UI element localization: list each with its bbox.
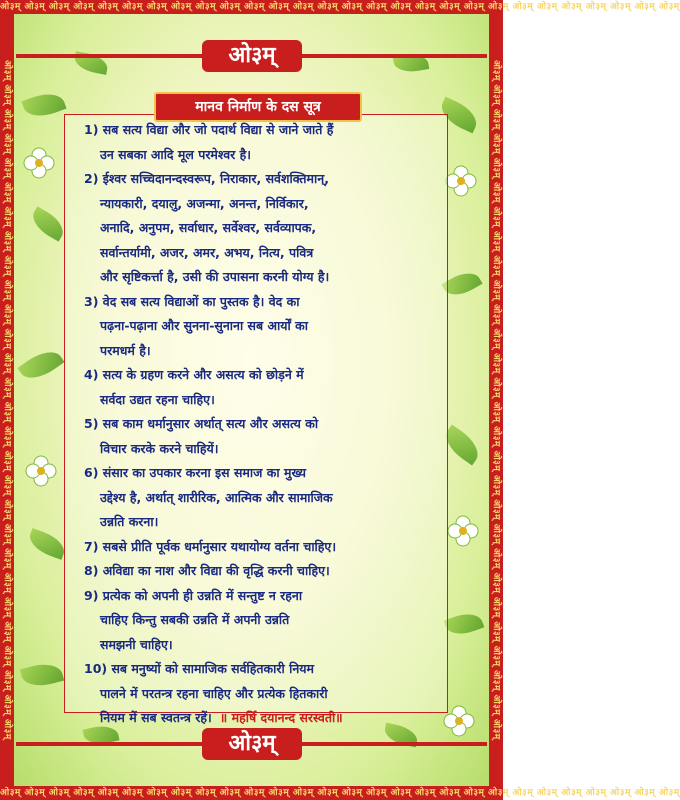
sutra-item: [84, 461, 432, 535]
sutra-line: सर्वान्तर्यामी, अजर, अमर, अभय, नित्य, पवित्र: [100, 244, 314, 260]
sutra-line: 7) सबसे प्रीति पूर्वक धर्मानुसार यथायोग्य वर्तना चाहिए।: [84, 538, 337, 554]
leaf-icon: [20, 659, 64, 691]
page-title: मानव निर्माण के दस सूत्र: [154, 92, 362, 122]
flower-icon: [22, 146, 56, 180]
sutra-line: विचार करके करने चाहियें।: [100, 440, 219, 456]
sutra-line: 6) संसार का उपकार करना इस समाज का मुख्य: [84, 465, 307, 480]
sutra-item: [84, 584, 432, 658]
sutra-item: [84, 535, 432, 560]
flower-icon: [444, 164, 478, 198]
sutra-line: नियम में सब स्वतन्त्र रहें।: [100, 710, 212, 725]
sutra-line: 10) सब मनुष्यों को सामाजिक सर्वहितकारी नियम: [84, 661, 314, 676]
sutra-item: [84, 167, 432, 290]
signature: ॥ महर्षि दयानन्द सरस्वती॥: [219, 710, 343, 725]
sutra-line: चाहिए किन्तु सबकी उन्नति में अपनी उन्नति: [100, 612, 290, 627]
sutra-list: [84, 118, 432, 731]
sutra-line: न्यायकारी, दयालु, अजन्मा, अनन्त, निर्विकार,: [100, 195, 309, 211]
flower-icon: [24, 454, 58, 488]
sutra-line: 2) ईश्वर सच्चिदानन्दस्वरूप, निराकार, सर्वशक्तिमान्,: [84, 171, 329, 186]
leaf-icon: [17, 344, 64, 386]
om-header: ओ३म्: [202, 40, 302, 72]
sutra-line: पालने में परतन्त्र रहना चाहिए और प्रत्येक हितकारी: [100, 685, 328, 701]
sutra-line: 4) सत्य के ग्रहण करने और असत्य को छोड़ने में: [84, 367, 304, 382]
flower-icon: [446, 514, 480, 548]
border-strip-bottom: ओ३म् ओ३म् ओ३म् ओ३म् ओ३म् ओ३म् ओ३म् ओ३म् ओ३म् ओ३म् ओ३म् ओ३म् ओ३म् ओ३म् ओ३म् ओ३म् ओ३म् ओ३म् ओ३म् ओ३म् ओ३म् ओ३म् ओ३म् ओ३म् ओ३म् ओ३म् ओ३म् ओ३म्: [0, 788, 680, 798]
sutra-line: 9) प्रत्येक को अपनी ही उन्नति में सन्तुष्ट न रहना: [84, 587, 303, 603]
sutra-item: [84, 657, 432, 731]
leaf-icon: [21, 88, 66, 122]
sutra-line: 1) सब सत्य विद्या और जो पदार्थ विद्या से जाने जाते हैं: [84, 122, 334, 137]
sutra-line: 3) वेद सब सत्य विद्याओं का पुस्तक है। वेद का: [84, 293, 300, 309]
leaf-icon: [27, 206, 68, 241]
sutra-line: उन्नति करना।: [100, 514, 159, 529]
sutra-item: [84, 412, 432, 461]
border-strip-top: ओ३म् ओ३म् ओ३म् ओ३म् ओ३म् ओ३म् ओ३म् ओ३म् ओ३म् ओ३म् ओ३म् ओ३म् ओ३म् ओ३म् ओ३म् ओ३म् ओ३म् ओ३म् ओ३म् ओ३म् ओ३म् ओ३म् ओ३म् ओ३म् ओ३म् ओ३म् ओ३म् ओ३म्: [0, 2, 680, 12]
sutra-line: और सृष्टिकर्त्ता है, उसी की उपासना करनी योग्य है।: [100, 269, 330, 284]
sutra-line: सर्वदा उद्यत रहना चाहिए।: [100, 391, 215, 407]
sutra-line-with-signature: [84, 706, 432, 731]
border-strip-left: ओ३म् ओ३म् ओ३म् ओ३म् ओ३म् ओ३म् ओ३म् ओ३म् ओ३म् ओ३म् ओ३म् ओ३म् ओ३म् ओ३म् ओ३म् ओ३म् ओ३म् ओ३म् ओ३म् ओ३म् ओ३म् ओ३म् ओ३म् ओ३म् ओ३म् ओ३म् ओ३म् ओ३म्: [2, 60, 12, 740]
sutra-item: [84, 118, 432, 167]
leaf-icon: [26, 528, 69, 560]
sutra-line: 8) अविद्या का नाश और विद्या की वृद्धि करनी चाहिए।: [84, 563, 330, 578]
border-strip-right: ओ३म् ओ३म् ओ३म् ओ३म् ओ३म् ओ३म् ओ३म् ओ३म् ओ३म् ओ३म् ओ३म् ओ३म् ओ३म् ओ३म् ओ३म् ओ३म् ओ३म् ओ३म् ओ३म् ओ३म् ओ३म् ओ३म् ओ३म् ओ३म् ओ३म् ओ३म् ओ३म् ओ३म्: [491, 60, 501, 740]
sutra-line: पढ़ना-पढ़ाना और सुनना-सुनाना सब आर्यों का: [100, 318, 308, 333]
sutra-line: अनादि, अनुपम, सर्वाधार, सर्वेश्वर, सर्वव्यापक,: [100, 220, 317, 235]
leaf-icon: [444, 608, 485, 639]
sutra-line: उद्देश्य है, अर्थात् शारीरिक, आत्मिक और सामाजिक: [100, 489, 333, 505]
sutra-item: [84, 290, 432, 364]
sutra-line: उन सबका आदि मूल परमेश्वर है।: [100, 146, 252, 162]
sutra-item: [84, 559, 432, 584]
sutra-item: [84, 363, 432, 412]
sutra-line: परमधर्म है।: [100, 342, 151, 358]
sutra-line: 5) सब काम धर्मानुसार अर्थात् सत्य और असत्य को: [84, 416, 319, 431]
om-footer: ओ३म्: [202, 728, 302, 760]
sutra-line: समझनी चाहिए।: [100, 636, 173, 652]
